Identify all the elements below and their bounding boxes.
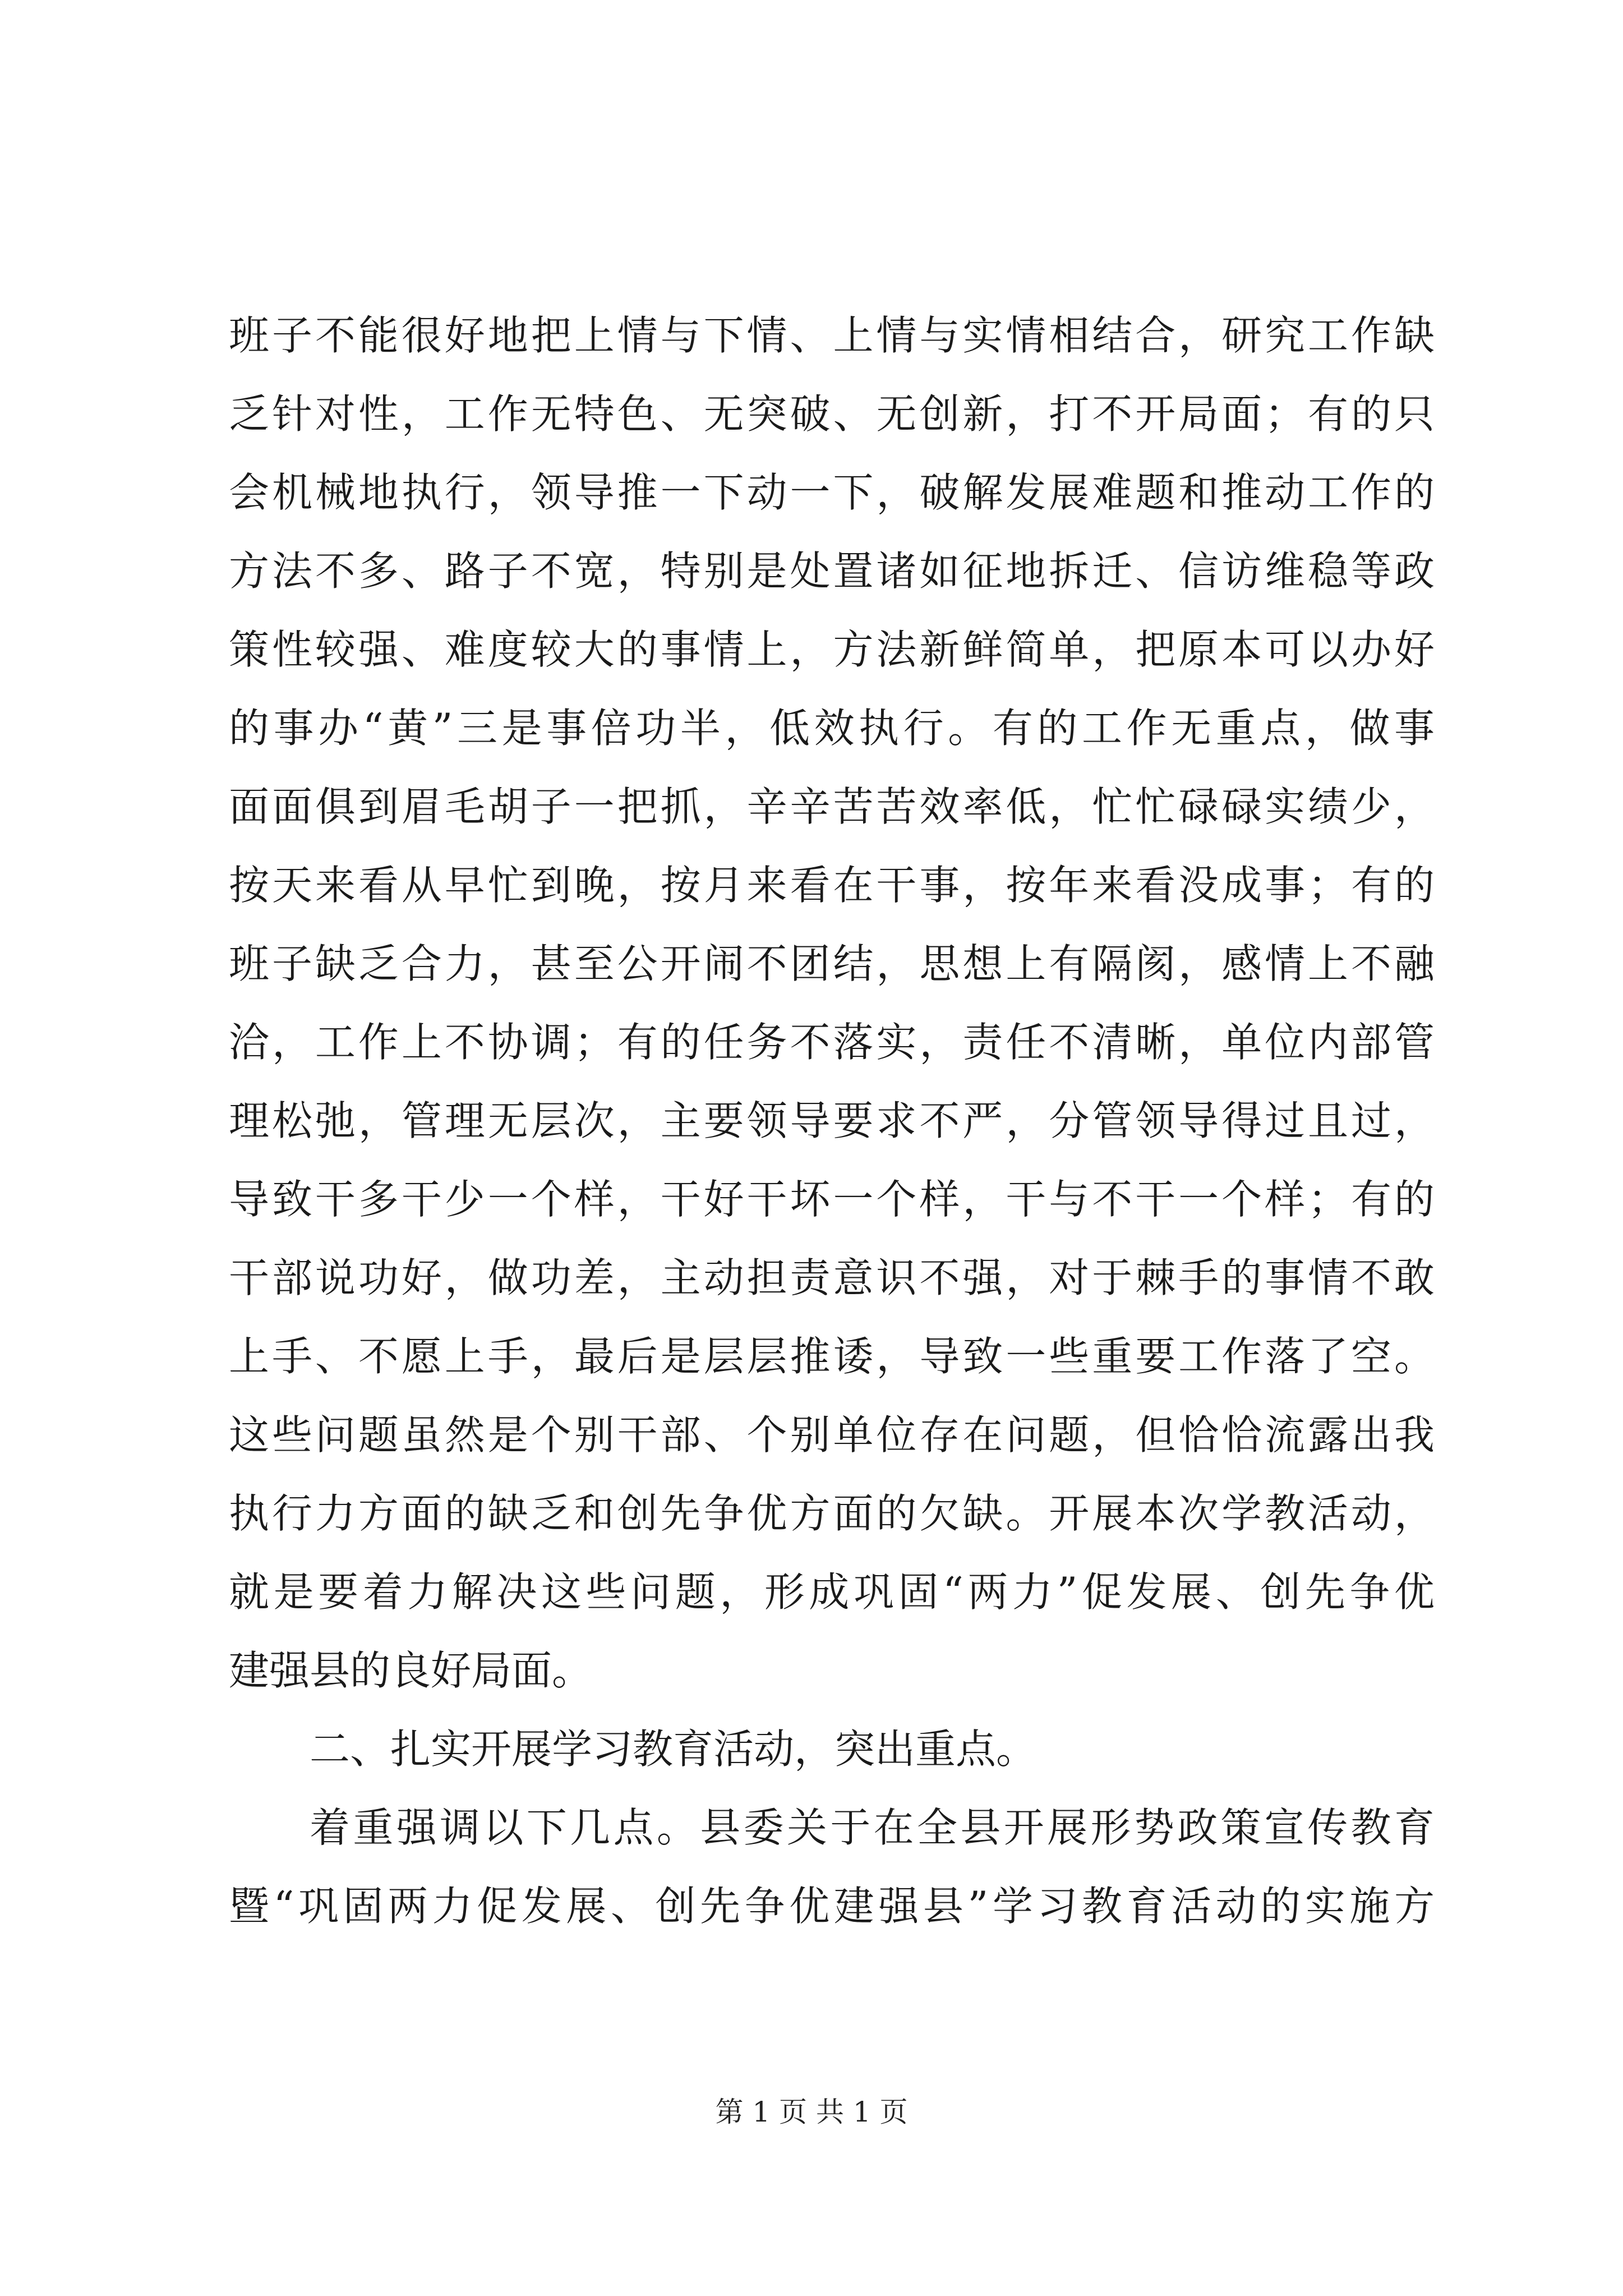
text-line: 班子缺乏合力，甚至公开闹不团结，思想上有隔阂，感情上不融 <box>229 940 1435 987</box>
text-line: 执行力方面的缺乏和创先争优方面的欠缺。开展本次学教活动， <box>229 1490 1435 1537</box>
text-line: 会机械地执行，领导推一下动一下，破解发展难题和推动工作的 <box>229 469 1435 516</box>
text-line: 干部说功好，做功差，主动担责意识不强，对于棘手的事情不敢 <box>229 1254 1435 1301</box>
text-line: 就是要着力解决这些问题，形成巩固“两力”促发展、创先争优 <box>229 1568 1435 1616</box>
text-line: 策性较强、难度较大的事情上，方法新鲜简单，把原本可以办好 <box>229 626 1435 673</box>
text-line: 导致干多干少一个样，干好干坏一个样，干与不干一个样；有的 <box>229 1176 1435 1223</box>
text-line: 的事办“黄”三是事倍功半，低效执行。有的工作无重点，做事 <box>229 705 1435 752</box>
text-line: 洽，工作上不协调；有的任务不落实，责任不清晰，单位内部管 <box>229 1019 1435 1066</box>
document-body <box>229 296 1435 1945</box>
text-line: 建强县的良好局面。 <box>229 1647 593 1694</box>
text-line: 暨“巩固两力促发展、创先争优建强县”学习教育活动的实施方 <box>229 1883 1435 1930</box>
text-line: 方法不多、路子不宽，特别是处置诸如征地拆迁、信访维稳等政 <box>229 547 1435 595</box>
text-line: 面面俱到眉毛胡子一把抓，辛辛苦苦效率低，忙忙碌碌实绩少， <box>229 783 1435 830</box>
text-line: 按天来看从早忙到晚，按月来看在干事，按年来看没成事；有的 <box>229 862 1435 909</box>
text-line: 上手、不愿上手，最后是层层推诿，导致一些重要工作落了空。 <box>229 1333 1435 1380</box>
text-line: 这些问题虽然是个别干部、个别单位存在问题，但恰恰流露出我 <box>229 1411 1435 1458</box>
text-line: 乏针对性，工作无特色、无突破、无创新，打不开局面；有的只 <box>229 390 1435 438</box>
text-line: 理松弛，管理无层次，主要领导要求不严，分管领导得过且过， <box>229 1097 1435 1144</box>
page-number: 第 1 页 共 1 页 <box>715 2096 908 2128</box>
text-line: 班子不能很好地把上情与下情、上情与实情相结合，研究工作缺 <box>229 312 1435 359</box>
section-heading: 二、扎实开展学习教育活动，突出重点。 <box>310 1726 1037 1773</box>
text-line: 着重强调以下几点。县委关于在全县开展形势政策宣传教育 <box>310 1804 1435 1851</box>
